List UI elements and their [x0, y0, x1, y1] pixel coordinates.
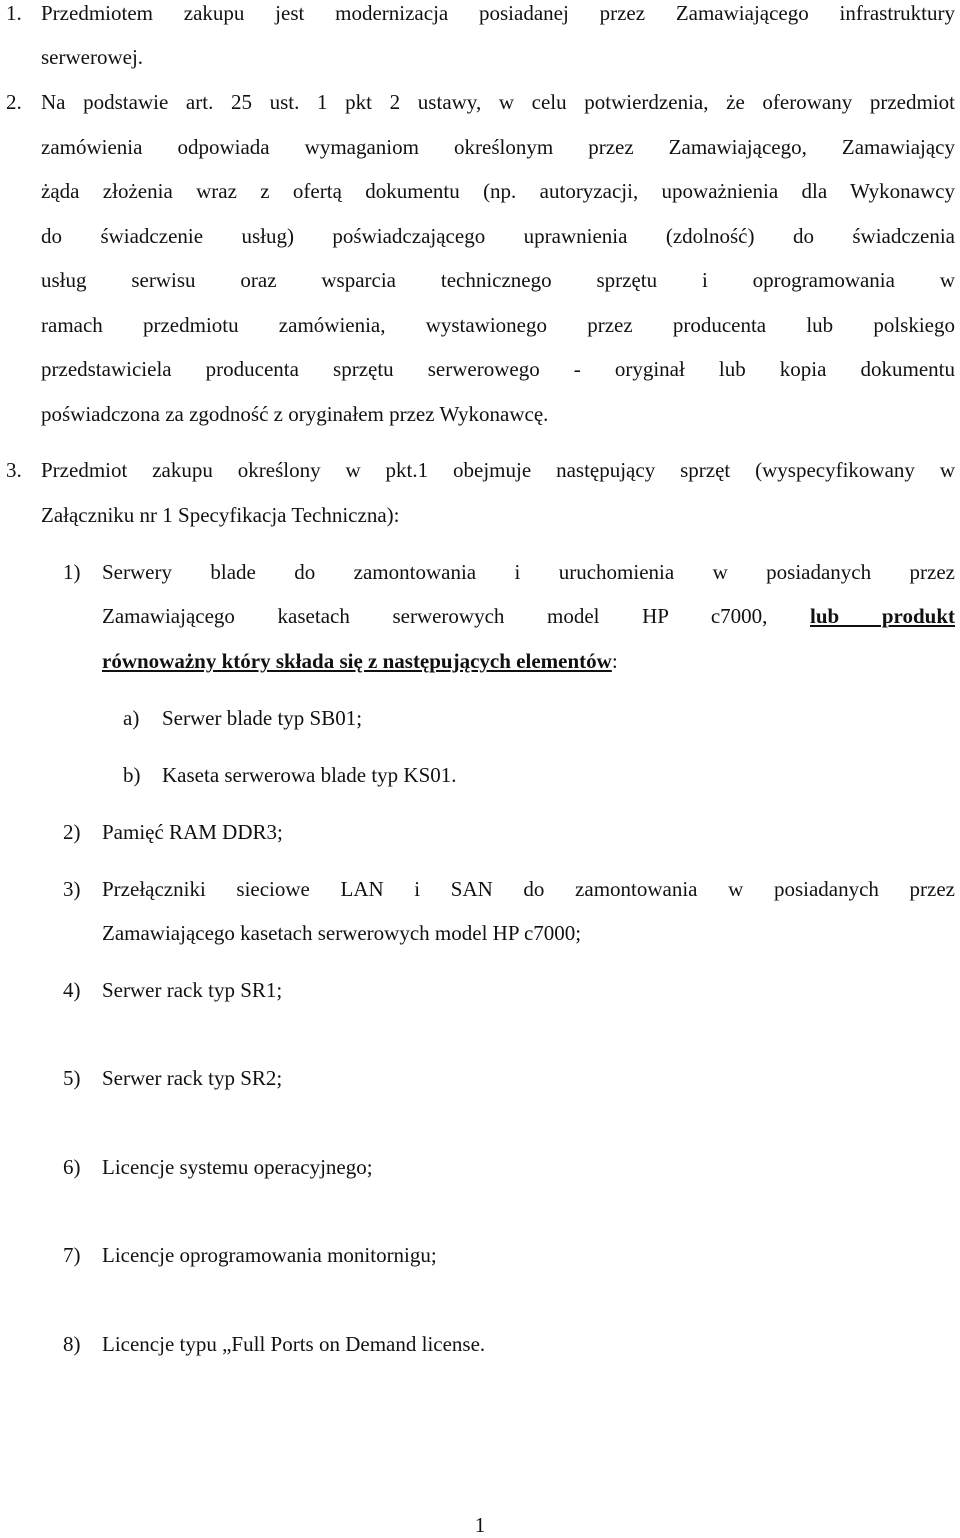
paragraph-line: serwerowej. — [41, 45, 144, 69]
paragraph-number: 3. — [6, 458, 22, 482]
list-item-text: Serwer rack typ SR2; — [102, 1066, 283, 1090]
paragraph-line: ramach przedmiotu zamówienia, wystawionego przez producenta lub polskiego — [41, 313, 955, 337]
paragraph-line: Przedmiot zakupu określony w pkt.1 obejmuje następujący sprzęt (wyspecyfikowany w — [41, 458, 955, 482]
paragraph-line: przedstawiciela producenta sprzętu serwerowego - oryginał lub kopia dokumentu — [41, 357, 955, 381]
list-item-text: Licencje systemu operacyjnego; — [102, 1155, 373, 1179]
list-item-number: 8) — [63, 1332, 81, 1356]
list-item-number: 7) — [63, 1243, 81, 1267]
emphasis-text: równoważny który składa się z następujących elementów — [102, 649, 612, 673]
paragraph-line: Załączniku nr 1 Specyfikacja Techniczna): — [41, 503, 400, 527]
list-item-text: Serwer rack typ SR1; — [102, 978, 283, 1002]
list-item-number: 3) — [63, 877, 81, 901]
paragraph-number: 2. — [6, 90, 22, 114]
list-item-text: : — [611, 649, 618, 673]
list-item-line — [102, 603, 955, 629]
list-item-line — [102, 648, 618, 674]
sub-item-text: Serwer blade typ SB01; — [162, 706, 363, 730]
emphasis-text: lub produkt — [810, 604, 955, 628]
paragraph-line: poświadczona za zgodność z oryginałem przez Wykonawcę. — [41, 402, 549, 426]
list-item-line: Przełączniki sieciowe LAN i SAN do zamontowania w posiadanych przez — [102, 877, 955, 901]
paragraph-line: Przedmiotem zakupu jest modernizacja posiadanej przez Zamawiającego infrastruktury — [41, 1, 955, 25]
list-item-line: Zamawiającego kasetach serwerowych model HP c7000; — [102, 921, 582, 945]
list-item-number: 2) — [63, 820, 81, 844]
paragraph-number: 1. — [6, 1, 22, 25]
list-item-number: 4) — [63, 978, 81, 1002]
sub-item-number: b) — [123, 763, 141, 787]
list-item-text: Licencje oprogramowania monitornigu; — [102, 1243, 437, 1267]
sub-item-number: a) — [123, 706, 140, 730]
paragraph-line: żąda złożenia wraz z ofertą dokumentu (np. autoryzacji, upoważnienia dla Wykonawcy — [41, 179, 955, 203]
list-item-line: Serwery blade do zamontowania i uruchomienia w posiadanych przez — [102, 560, 955, 584]
list-item-text: Zamawiającego kasetach serwerowych model HP c7000, — [102, 604, 768, 628]
list-item-number: 6) — [63, 1155, 81, 1179]
list-item-number: 1) — [63, 560, 81, 584]
paragraph-line: do świadczenie usług) poświadczającego uprawnienia (zdolność) do świadczenia — [41, 224, 955, 248]
paragraph-line: zamówienia odpowiada wymaganiom określonym przez Zamawiającego, Zamawiający — [41, 135, 955, 159]
list-item-text: Pamięć RAM DDR3; — [102, 820, 283, 844]
paragraph-line: Na podstawie art. 25 ust. 1 pkt 2 ustawy, w celu potwierdzenia, że oferowany przedmiot — [41, 90, 955, 114]
paragraph-line: usług serwisu oraz wsparcia technicznego sprzętu i oprogramowania w — [41, 268, 955, 292]
list-item-number: 5) — [63, 1066, 81, 1090]
list-item-text: Licencje typu „Full Ports on Demand license. — [102, 1332, 486, 1356]
page-number: 1 — [474, 1513, 486, 1537]
sub-item-text: Kaseta serwerowa blade typ KS01. — [162, 763, 457, 787]
